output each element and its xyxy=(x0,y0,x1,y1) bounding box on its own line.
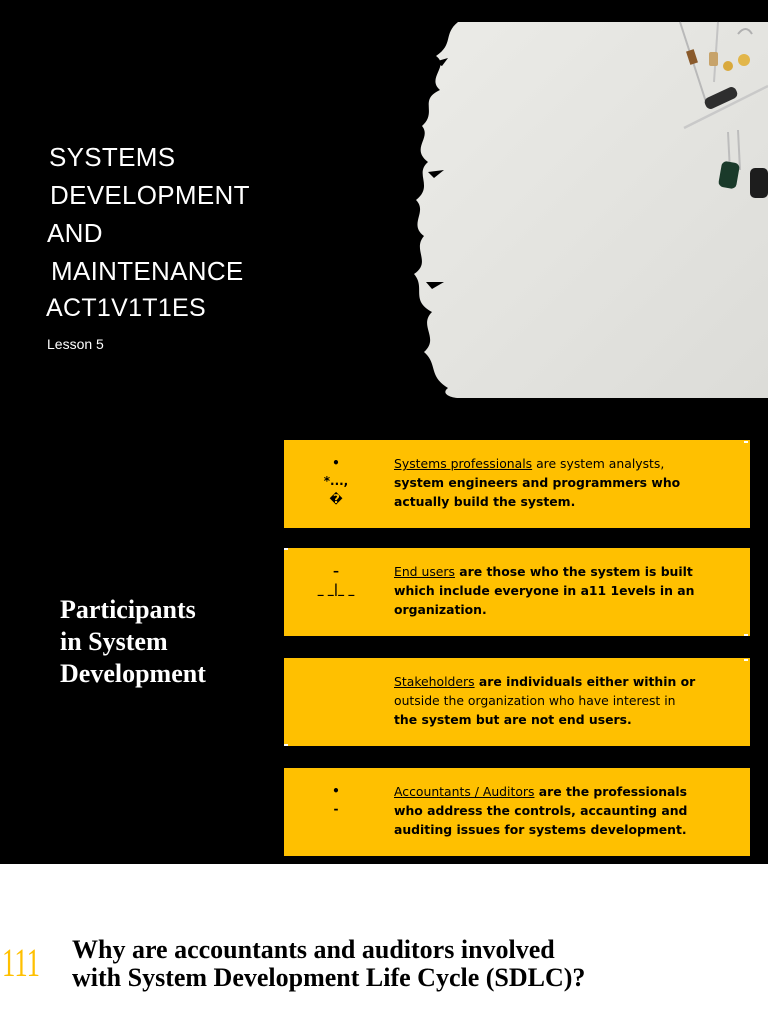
question-text xyxy=(72,936,585,992)
participants-title xyxy=(60,594,206,690)
slide-title xyxy=(46,138,250,326)
icon-glyph: - xyxy=(333,802,339,816)
term-label: Stakeholders xyxy=(394,674,475,689)
term-label: Systems professionals xyxy=(394,456,533,471)
card-corner-mark xyxy=(284,548,288,550)
question-line: with System Development Life Cycle (SDLC)? xyxy=(72,963,586,992)
card-line: system engineers and programmers who xyxy=(394,475,681,490)
icon-glyph: • xyxy=(332,784,340,798)
card-systems-professionals xyxy=(284,440,750,528)
title-line: AND xyxy=(47,218,103,248)
title-line: MAINTENANCE xyxy=(51,256,244,286)
card-corner-mark xyxy=(744,441,748,443)
card-line: which include everyone in a11 1evels in an xyxy=(394,583,695,598)
title-line: ACT1V1T1ES xyxy=(46,294,207,322)
term-label: End users xyxy=(394,564,455,579)
card-text xyxy=(394,454,730,511)
card-text xyxy=(394,782,730,839)
card-line: are individuals either within or xyxy=(474,674,696,689)
icon-glyph: _ _|_ _ xyxy=(317,582,355,596)
card-icon xyxy=(306,782,366,842)
marker-glyph xyxy=(0,936,42,986)
card-stakeholders xyxy=(284,658,750,746)
card-corner-mark xyxy=(284,744,288,746)
icon-glyph: � xyxy=(329,492,343,506)
title-line: in System xyxy=(60,627,168,656)
title-line: Participants xyxy=(60,595,196,624)
electronic-components-photo xyxy=(388,22,768,398)
icon-glyph: *..., xyxy=(323,474,349,488)
icon-glyph: • xyxy=(332,456,340,470)
question-slide xyxy=(0,864,768,1024)
question-line: Why are accountants and auditors involved xyxy=(72,935,555,964)
lesson-subtitle: Lesson 5 xyxy=(47,336,104,352)
card-line: organization. xyxy=(394,602,487,617)
card-text xyxy=(394,672,730,729)
card-line: auditing issues for systems development. xyxy=(394,822,687,837)
title-slide xyxy=(0,0,768,430)
card-corner-mark xyxy=(744,659,748,661)
card-line: are the professionals xyxy=(534,784,688,799)
icon-glyph: – xyxy=(333,564,339,578)
title-line: Development xyxy=(60,659,206,688)
term-label: Accountants / Auditors xyxy=(394,784,535,799)
title-line: SYSTEMS xyxy=(49,142,176,172)
card-icon xyxy=(306,562,366,622)
card-line: outside the organization who have interest in xyxy=(394,693,676,708)
card-text xyxy=(394,562,730,619)
card-line: who address the controls, accaunting and xyxy=(394,803,688,818)
card-accountants-auditors xyxy=(284,768,750,856)
card-icon xyxy=(306,454,366,514)
card-line: are system analysts, xyxy=(532,456,665,471)
card-corner-mark xyxy=(744,634,748,636)
marker-text: 111 xyxy=(2,940,40,985)
participants-slide xyxy=(0,430,768,864)
title-line: DEVELOPMENT xyxy=(50,180,250,210)
card-line: the system but are not end users. xyxy=(394,712,632,727)
card-end-users xyxy=(284,548,750,636)
card-line: are those who the system is built xyxy=(454,564,693,579)
card-line: actually build the system. xyxy=(394,494,576,509)
